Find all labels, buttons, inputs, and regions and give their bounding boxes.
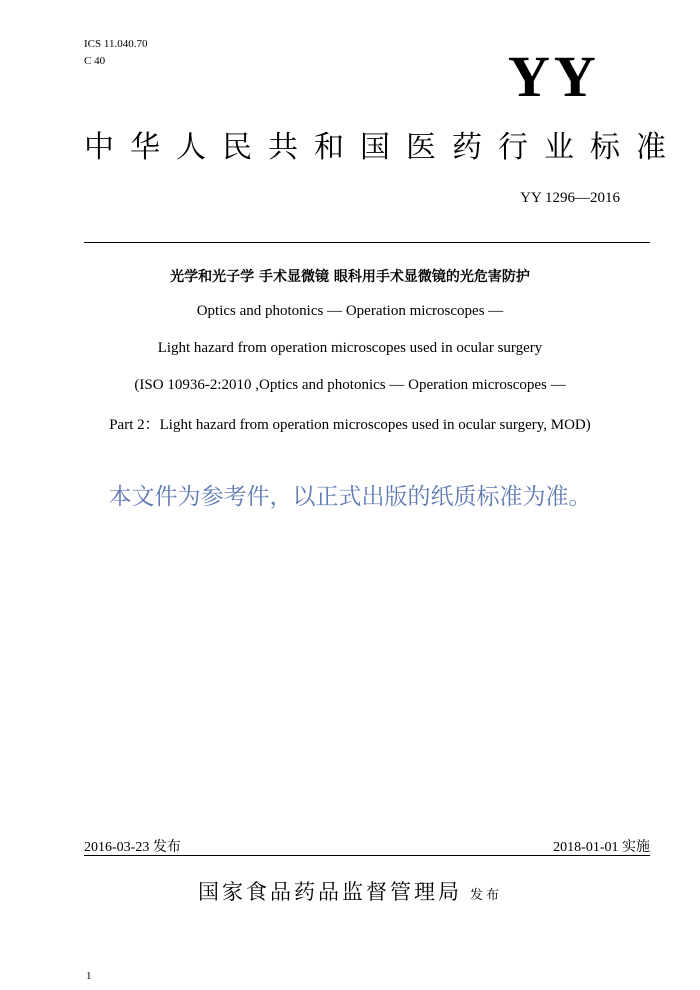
standard-category-title: 中华人民共和国医药行业标准 <box>84 130 682 165</box>
iso-reference-line2: Part 2：Light hazard from operation microscopes used in ocular surgery, MOD) <box>109 417 591 433</box>
ics-code: ICS 11.040.70 <box>84 38 148 50</box>
iso-reference-line1: (ISO 10936-2:2010 ,Optics and photonics — Operation microscopes — <box>134 377 566 393</box>
issuer-suffix: 发布 <box>469 888 502 903</box>
page-number: 1 <box>86 970 92 982</box>
standard-code: YY 1296—2016 <box>520 190 620 206</box>
bottom-divider <box>84 855 650 856</box>
chinese-title: 光学和光子学 手术显微镜 眼科用手术显微镜的光危害防护 <box>170 269 530 285</box>
issue-date: 2016-03-23 发布 <box>84 840 181 855</box>
implementation-date: 2018-01-01 实施 <box>553 840 650 855</box>
ccs-code: C 40 <box>84 55 106 67</box>
english-title-line1: Optics and photonics — Operation microscopes — <box>196 303 504 319</box>
reference-watermark: 本文件为参考件，以正式出版的纸质标准为准。 <box>108 484 592 510</box>
english-title-line2: Light hazard from operation microscopes used in ocular surgery <box>157 340 543 356</box>
top-divider <box>84 242 650 243</box>
issuer-name: 国家食品药品监督管理局 <box>197 880 462 904</box>
classification-codes <box>84 36 147 70</box>
yy-logo: YY <box>508 44 600 109</box>
issuer <box>0 876 700 906</box>
